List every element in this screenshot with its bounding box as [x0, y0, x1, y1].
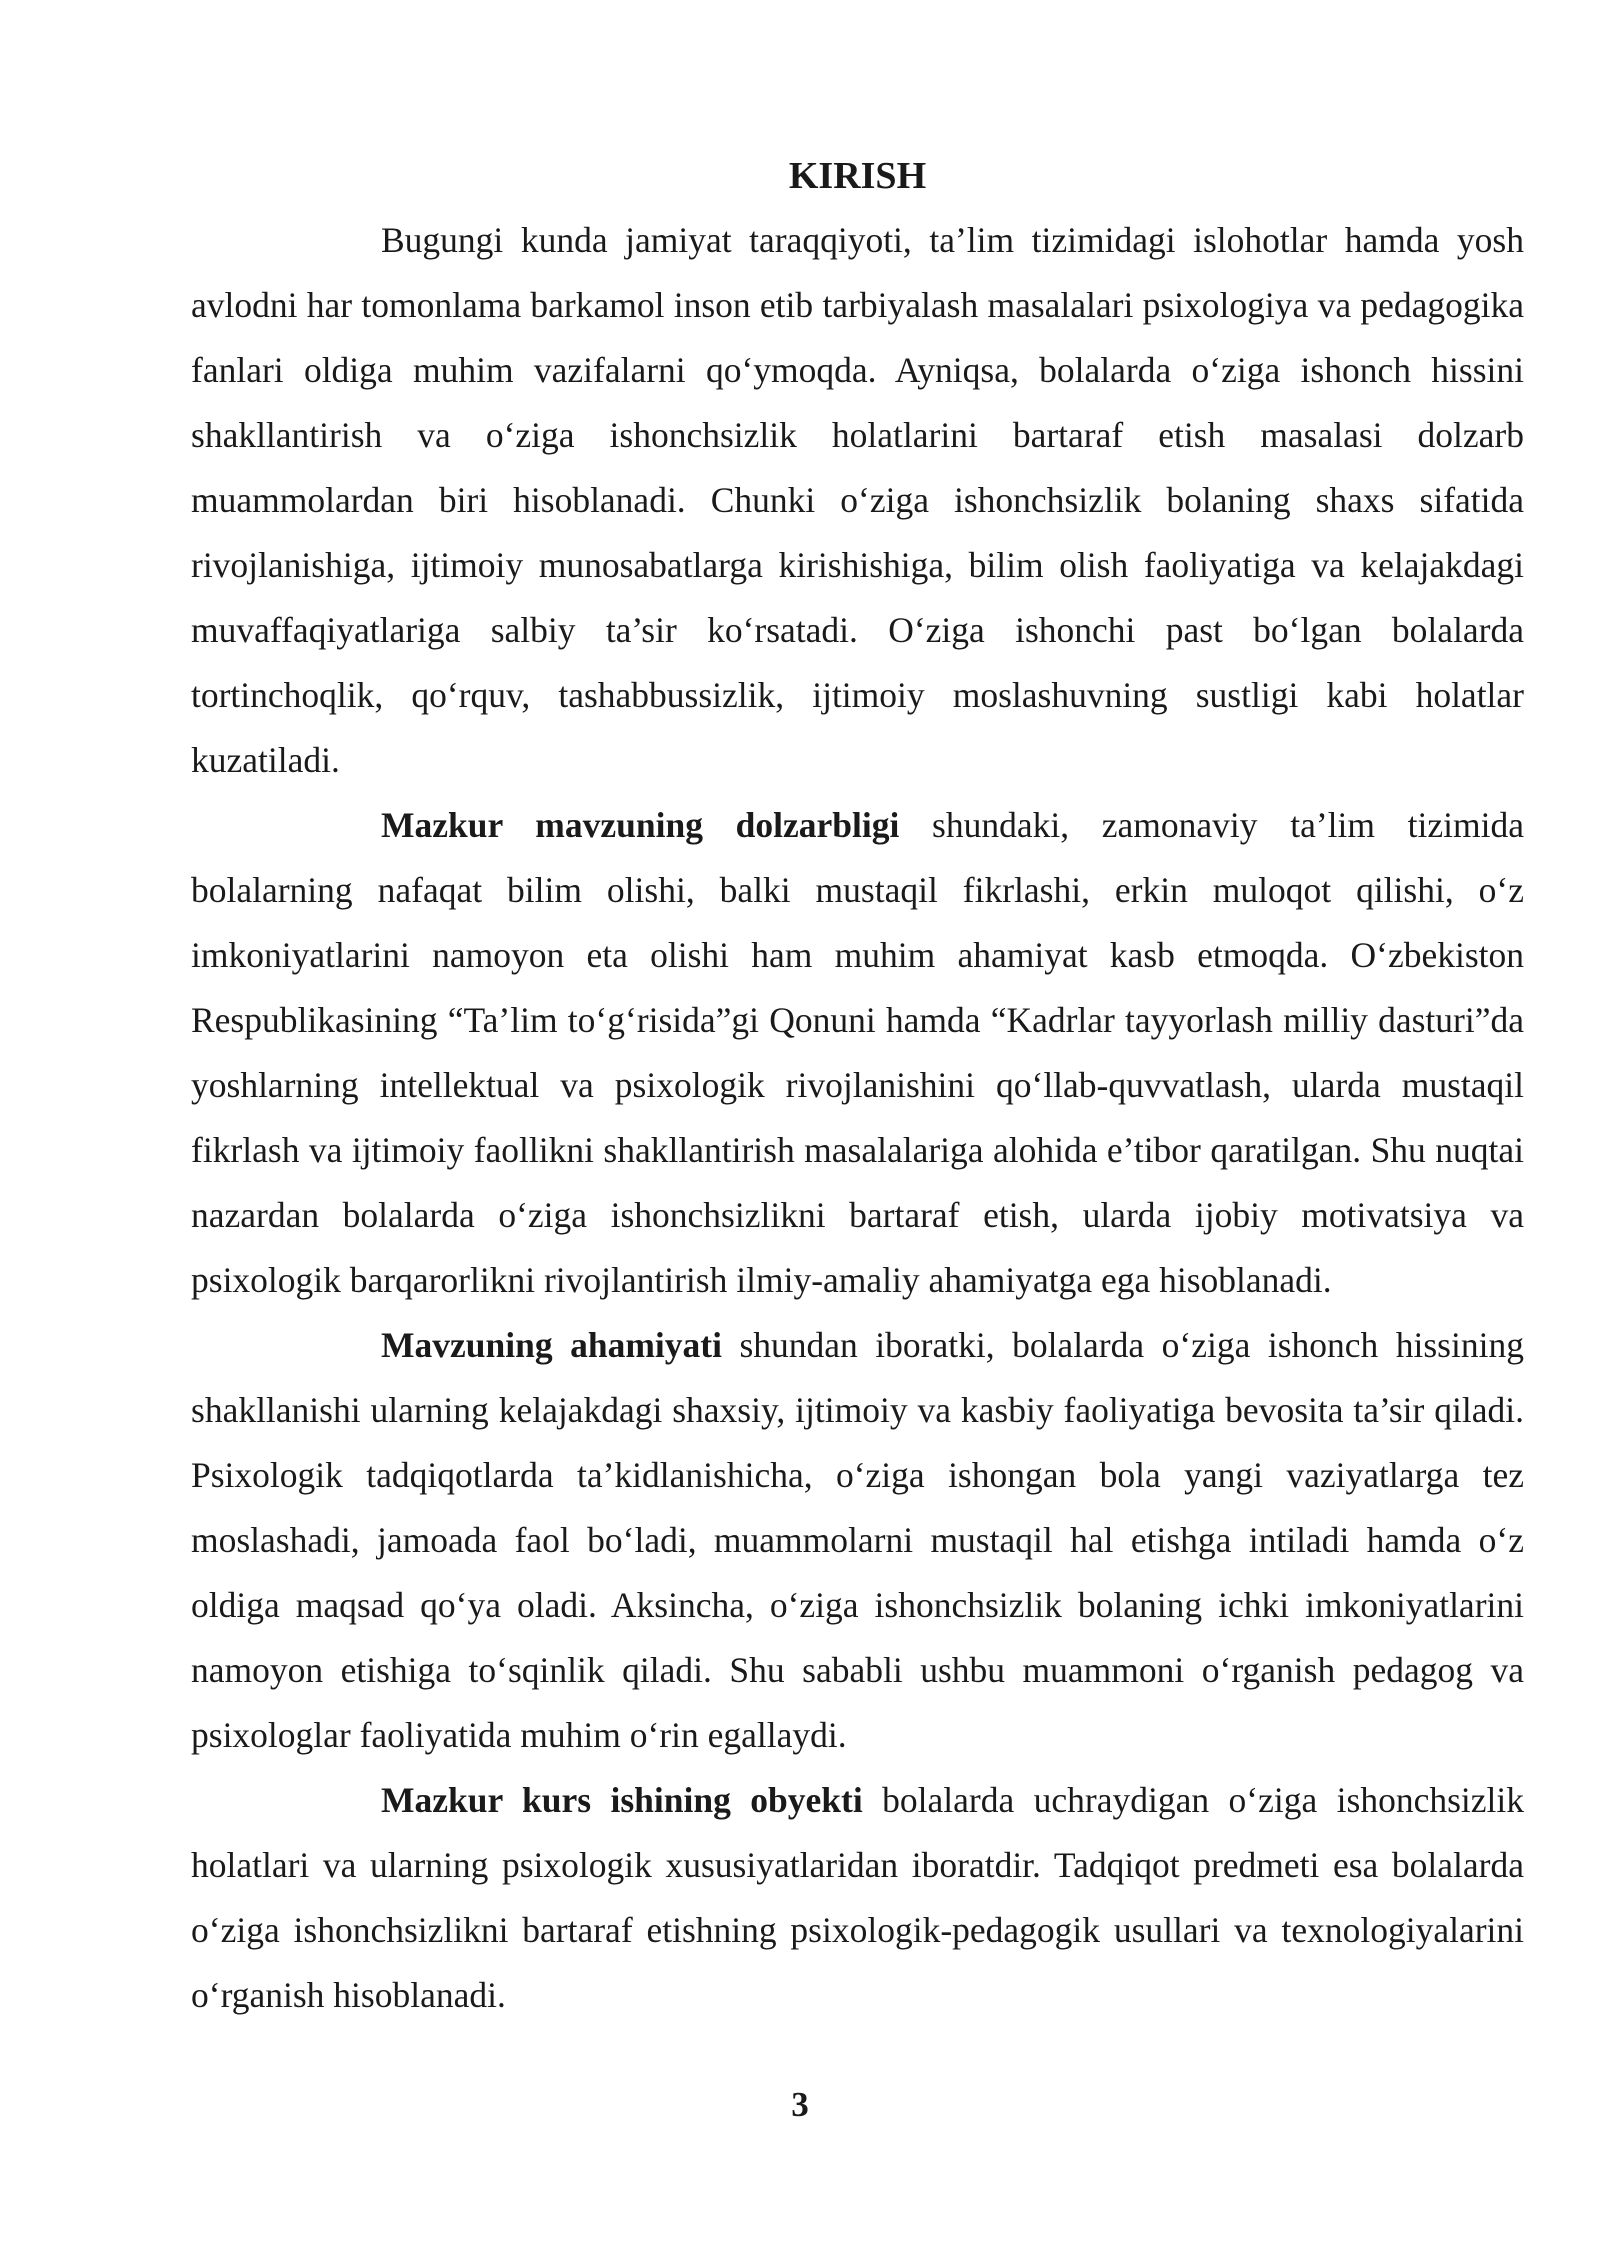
paragraph-text: shundaki, zamonaviy ta’lim tizimida bolalarning nafaqat bilim olishi, balki mustaqil fikrlashi, erkin muloqot qilishi, o‘z imkoniyatlarini namoyon eta olishi ham muhim ahamiyat kasb etmoqda. O‘zbekiston Respublikasining “Ta’lim to‘g‘risida”gi Qonuni hamda “Kadrlar tayyorlash milliy dasturi”da yoshlarning intellektual va psixologik rivojlanishini qo‘llab-quvvatlash, ularda mustaqil fikrlash va ijtimoiy faollikni shakllantirish masalalariga alohida e’tibor qaratilgan. Shu nuqtai nazardan bolalarda o‘ziga ishonchsizlikni bartaraf etish, ularda ijobiy motivatsiya va psixologik barqarorlikni rivojlantirish ilmiy-amaliy ahamiyatga ega hisoblanadi.	[191, 805, 1524, 1300]
page-number: 3	[791, 2085, 809, 2124]
paragraph-text: shundan iboratki, bolalarda o‘ziga ishonch hissining shakllanishi ularning kelajakdagi shaxsiy, ijtimoiy va kasbiy faoliyatiga bevosita ta’sir qiladi. Psixologik tadqiqotlarda ta’kidlanishicha, o‘ziga ishongan bola yangi vaziyatlarga tez moslashadi, jamoada faol bo‘ladi, muammolarni mustaqil hal etishga intiladi hamda o‘z oldiga maqsad qo‘ya oladi. Aksincha, o‘ziga ishonchsizlik bolaning ichki imkoniyatlarini namoyon etishiga to‘sqinlik qiladi. Shu sababli ushbu muammoni o‘rganish pedagog va psixologlar faoliyatida muhim o‘rin egallaydi.	[191, 1325, 1524, 1755]
paragraph-text: bolalarda uchraydigan o‘ziga ishonchsizlik holatlari va ularning psixologik xususiyatlaridan iboratdir. Tadqiqot predmeti esa bolalarda o‘ziga ishonchsizlikni bartaraf etishning psixologik-pedagogik usullari va texnologiyalarini o‘rganish hisoblanadi.	[191, 1780, 1524, 2015]
paragraph-lead: Mazkur mavzuning dolzarbligi	[381, 805, 900, 845]
paragraph-lead: Mavzuning ahamiyati	[381, 1325, 722, 1365]
section-heading: KIRISH	[788, 155, 927, 197]
paragraph-lead: Mazkur kurs ishining obyekti	[381, 1780, 863, 1820]
page-content	[191, 150, 1524, 2028]
paragraph-relevance	[191, 793, 1524, 1313]
paragraph-importance	[191, 1313, 1524, 1768]
paragraph-introduction	[191, 208, 1524, 793]
paragraph-object	[191, 1768, 1524, 2028]
paragraph-text: Bugungi kunda jamiyat taraqqiyoti, ta’lim tizimidagi islohotlar hamda yosh avlodni har tomonlama barkamol inson etib tarbiyalash masalalari psixologiya va pedagogika fanlari oldiga muhim vazifalarni qo‘ymoqda. Ayniqsa, bolalarda o‘ziga ishonch hissini shakllantirish va o‘ziga ishonchsizlik holatlarini bartaraf etish masalasi dolzarb muammolardan biri hisoblanadi. Chunki o‘ziga ishonchsizlik bolaning shaxs sifatida rivojlanishiga, ijtimoiy munosabatlarga kirishishiga, bilim olish faoliyatiga va kelajakdagi muvaffaqiyatlariga salbiy ta’sir ko‘rsatadi. O‘ziga ishonchi past bo‘lgan bolalarda tortinchoqlik, qo‘rquv, tashabbussizlik, ijtimoiy moslashuvning sustligi kabi holatlar kuzatiladi.	[191, 220, 1524, 780]
